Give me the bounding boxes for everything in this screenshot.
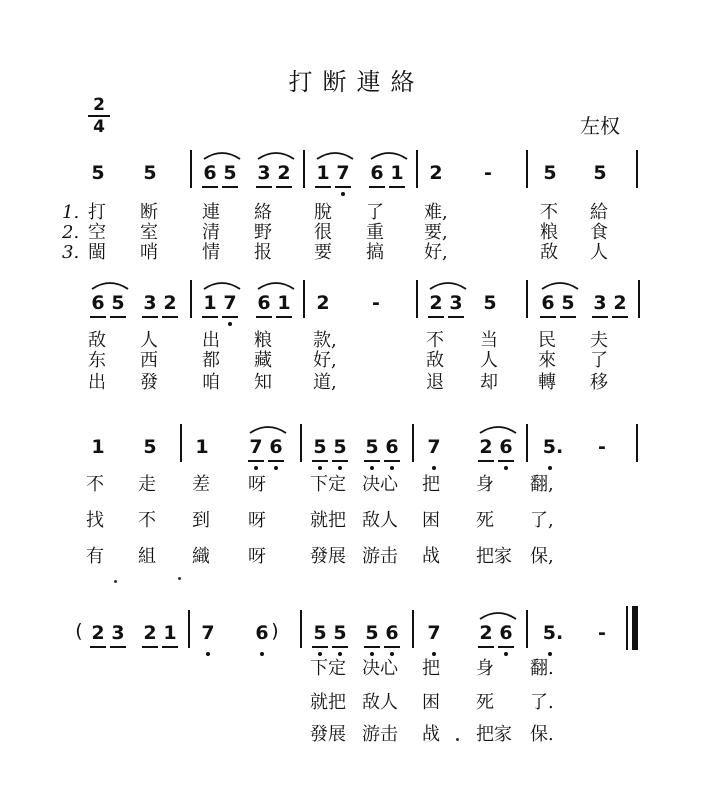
lyric: 不	[138, 510, 156, 531]
note: 7	[220, 292, 240, 314]
bar-line	[190, 150, 192, 188]
lyric: 把	[422, 474, 440, 495]
lyric: 翻.	[530, 658, 554, 679]
slur	[256, 148, 296, 160]
lyric: 食	[590, 222, 608, 243]
lyric: 报	[254, 242, 272, 263]
note: 5	[558, 292, 578, 314]
bar-line	[636, 150, 638, 188]
low-octave-dot	[338, 466, 342, 470]
note: 1	[200, 292, 220, 314]
lyric: 敌人	[362, 692, 398, 713]
note: 5	[108, 292, 128, 314]
low-octave-dot	[390, 466, 394, 470]
composer-name: 左权	[580, 114, 620, 138]
note: 5	[593, 162, 607, 184]
note: 2	[274, 162, 294, 184]
lyric: 閩	[88, 242, 106, 263]
lyric: 游击	[362, 546, 398, 567]
note: 3	[446, 292, 466, 314]
note: 6	[266, 436, 286, 458]
note: 3	[108, 622, 128, 644]
bar-line	[300, 610, 302, 648]
note: 1	[387, 162, 407, 184]
note: 7	[427, 436, 441, 458]
lyric: 咱	[202, 372, 220, 393]
time-signature	[88, 96, 110, 136]
note: 7	[246, 436, 266, 458]
lyric: 粮	[254, 330, 272, 351]
lyric: 發	[140, 372, 158, 393]
lyric: 翻,	[530, 474, 554, 495]
low-octave-dot	[432, 466, 436, 470]
lyric: 道,	[313, 372, 337, 393]
bar-line	[180, 424, 182, 462]
note: -	[372, 292, 380, 314]
note: 6	[367, 162, 387, 184]
lyric: 不	[86, 474, 104, 495]
lyric: 东	[88, 350, 106, 371]
lyric: 走	[138, 474, 156, 495]
note: 5	[310, 622, 330, 644]
bar-line	[412, 610, 414, 648]
note: 5	[330, 436, 350, 458]
time-signature-top: 2	[93, 95, 105, 115]
lyric: 当	[480, 330, 498, 351]
low-octave-dot	[260, 652, 264, 656]
lyric: 了	[366, 202, 384, 223]
note: 6	[496, 436, 516, 458]
lyric: 組	[138, 546, 156, 567]
slur	[315, 148, 355, 160]
note: 2	[160, 292, 180, 314]
lyric: 給	[590, 202, 608, 223]
low-octave-dot	[504, 652, 508, 656]
note: 7	[201, 622, 215, 644]
lyric: 敌	[426, 350, 444, 371]
note: 5	[483, 292, 497, 314]
lyric: 藏	[254, 350, 272, 371]
close-parenthesis: )	[271, 620, 279, 642]
lyric: 退	[426, 372, 444, 393]
lyric: 出	[202, 330, 220, 351]
lyric: 人	[590, 242, 608, 263]
slur	[248, 422, 288, 434]
final-bar-line-thick	[632, 606, 638, 650]
open-parenthesis: (	[75, 620, 83, 642]
low-octave-dot	[206, 652, 210, 656]
note: 5	[310, 436, 330, 458]
note: 6	[88, 292, 108, 314]
lyric: 却	[480, 372, 498, 393]
bar-line	[188, 610, 190, 648]
bar-line	[636, 424, 638, 462]
slur	[202, 148, 242, 160]
note: 5.	[542, 436, 564, 458]
lyric: 下定	[310, 474, 346, 495]
lyric: 移	[590, 372, 608, 393]
low-octave-dot	[228, 322, 232, 326]
low-octave-dot	[318, 466, 322, 470]
low-octave-dot	[338, 652, 342, 656]
lyric: 夫	[590, 330, 608, 351]
note: 1	[195, 436, 209, 458]
lyric: 就把	[310, 510, 346, 531]
final-bar-line-thin	[626, 606, 628, 650]
lyric: 絡	[254, 202, 272, 223]
note: 1	[160, 622, 180, 644]
lyric: 了.	[530, 692, 554, 713]
low-octave-dot	[548, 652, 552, 656]
slur	[202, 278, 242, 290]
lyric: 决心	[362, 474, 398, 495]
lyric: 保,	[530, 546, 554, 567]
note: 6	[382, 436, 402, 458]
lyric: 要	[314, 242, 332, 263]
lyric: 把家	[476, 546, 512, 567]
lyric: 粮	[540, 222, 558, 243]
bar-line	[303, 280, 305, 318]
lyric: 來	[538, 350, 556, 371]
lyric: 就把	[310, 692, 346, 713]
print-speck	[178, 577, 181, 580]
note: 5	[362, 622, 382, 644]
lyric: 战	[422, 546, 440, 567]
note: 5	[330, 622, 350, 644]
lyric: 保.	[530, 724, 554, 745]
lyric: 野	[254, 222, 272, 243]
low-octave-dot	[370, 466, 374, 470]
lyric: 断	[140, 202, 158, 223]
note: 5	[143, 162, 157, 184]
song-title: 打断連絡	[288, 68, 425, 96]
note: 1	[91, 436, 105, 458]
note: 1	[274, 292, 294, 314]
lyric: 重	[366, 222, 384, 243]
lyric: 空	[88, 222, 106, 243]
lyric: 死	[476, 692, 494, 713]
note: 6	[255, 622, 269, 644]
bar-line	[416, 280, 418, 318]
lyric: 情	[202, 242, 220, 263]
lyric: 呀	[248, 474, 266, 495]
note: 2	[426, 292, 446, 314]
note: 1	[313, 162, 333, 184]
note: 6	[254, 292, 274, 314]
low-octave-dot	[390, 652, 394, 656]
note: 6	[382, 622, 402, 644]
note: 5	[91, 162, 105, 184]
note: -	[598, 436, 606, 458]
note: 2	[610, 292, 630, 314]
note: 6	[538, 292, 558, 314]
slur	[256, 278, 296, 290]
bar-line	[526, 424, 528, 462]
lyric: 身	[476, 474, 494, 495]
slur	[478, 422, 518, 434]
note: 5	[362, 436, 382, 458]
verse-number: 1.	[62, 202, 80, 223]
bar-line	[638, 280, 640, 318]
low-octave-dot	[370, 652, 374, 656]
bar-line	[412, 424, 414, 462]
note: -	[598, 622, 606, 644]
lyric: 發展	[310, 724, 346, 745]
lyric: 人	[140, 330, 158, 351]
lyric: 搞	[366, 242, 384, 263]
lyric: 都	[202, 350, 220, 371]
lyric: 敌	[540, 242, 558, 263]
print-speck	[114, 580, 117, 583]
verse-number: 2.	[62, 222, 80, 243]
note: 7	[333, 162, 353, 184]
note: 3	[140, 292, 160, 314]
note: 7	[427, 622, 441, 644]
low-octave-dot	[504, 466, 508, 470]
lyric: 好,	[313, 350, 337, 371]
note: 2	[429, 162, 443, 184]
lyric: 呀	[248, 546, 266, 567]
note: 2	[140, 622, 160, 644]
lyric: 战	[422, 724, 440, 745]
lyric: 連	[202, 202, 220, 223]
note: 6	[496, 622, 516, 644]
lyric: 难,	[424, 202, 448, 223]
lyric: 轉	[538, 372, 556, 393]
lyric: 款,	[313, 330, 337, 351]
note: 3	[590, 292, 610, 314]
lyric: 清	[202, 222, 220, 243]
slur	[369, 148, 409, 160]
lyric: 好,	[424, 242, 448, 263]
note: 5	[220, 162, 240, 184]
lyric: 敌人	[362, 510, 398, 531]
note: 6	[200, 162, 220, 184]
lyric: 脫	[314, 202, 332, 223]
note: 3	[254, 162, 274, 184]
lyric: 很	[314, 222, 332, 243]
note: 5.	[542, 622, 564, 644]
lyric: 哨	[140, 242, 158, 263]
lyric: 出	[88, 372, 106, 393]
lyric: 到	[192, 510, 210, 531]
lyric: 游击	[362, 724, 398, 745]
low-octave-dot	[341, 192, 345, 196]
slur	[428, 278, 468, 290]
slur	[90, 278, 130, 290]
note: 5	[143, 436, 157, 458]
lyric: 發展	[310, 546, 346, 567]
print-speck	[456, 738, 459, 741]
bar-line	[526, 150, 528, 188]
time-signature-bottom: 4	[93, 117, 105, 137]
lyric: 西	[140, 350, 158, 371]
note: 2	[88, 622, 108, 644]
lyric: 找	[86, 510, 104, 531]
lyric: 困	[422, 692, 440, 713]
lyric: 差	[192, 474, 210, 495]
low-octave-dot	[274, 466, 278, 470]
lyric: 困	[422, 510, 440, 531]
lyric: 呀	[248, 510, 266, 531]
bar-line	[526, 610, 528, 648]
lyric: 身	[476, 658, 494, 679]
lyric: 民	[538, 330, 556, 351]
lyric: 敌	[88, 330, 106, 351]
note: -	[484, 162, 492, 184]
bar-line	[300, 424, 302, 462]
lyric: 打	[88, 202, 106, 223]
slur	[540, 278, 580, 290]
lyric: 死	[476, 510, 494, 531]
low-octave-dot	[548, 466, 552, 470]
lyric: 室	[140, 222, 158, 243]
lyric: 織	[192, 546, 210, 567]
low-octave-dot	[254, 466, 258, 470]
lyric: 人	[480, 350, 498, 371]
bar-line	[526, 280, 528, 318]
lyric: 不	[540, 202, 558, 223]
bar-line	[303, 150, 305, 188]
lyric: 要,	[424, 222, 448, 243]
lyric: 把家	[476, 724, 512, 745]
lyric: 知	[254, 372, 272, 393]
note: 5	[543, 162, 557, 184]
lyric: 把	[422, 658, 440, 679]
note: 2	[476, 436, 496, 458]
lyric: 有	[86, 546, 104, 567]
low-octave-dot	[318, 652, 322, 656]
note: 2	[476, 622, 496, 644]
lyric: 了	[590, 350, 608, 371]
lyric: 不	[426, 330, 444, 351]
verse-number: 3.	[62, 242, 80, 263]
lyric: 了,	[530, 510, 554, 531]
note: 2	[316, 292, 330, 314]
lyric: 决心	[362, 658, 398, 679]
lyric: 下定	[310, 658, 346, 679]
bar-line	[190, 280, 192, 318]
low-octave-dot	[432, 652, 436, 656]
slur	[478, 608, 518, 620]
bar-line	[416, 150, 418, 188]
